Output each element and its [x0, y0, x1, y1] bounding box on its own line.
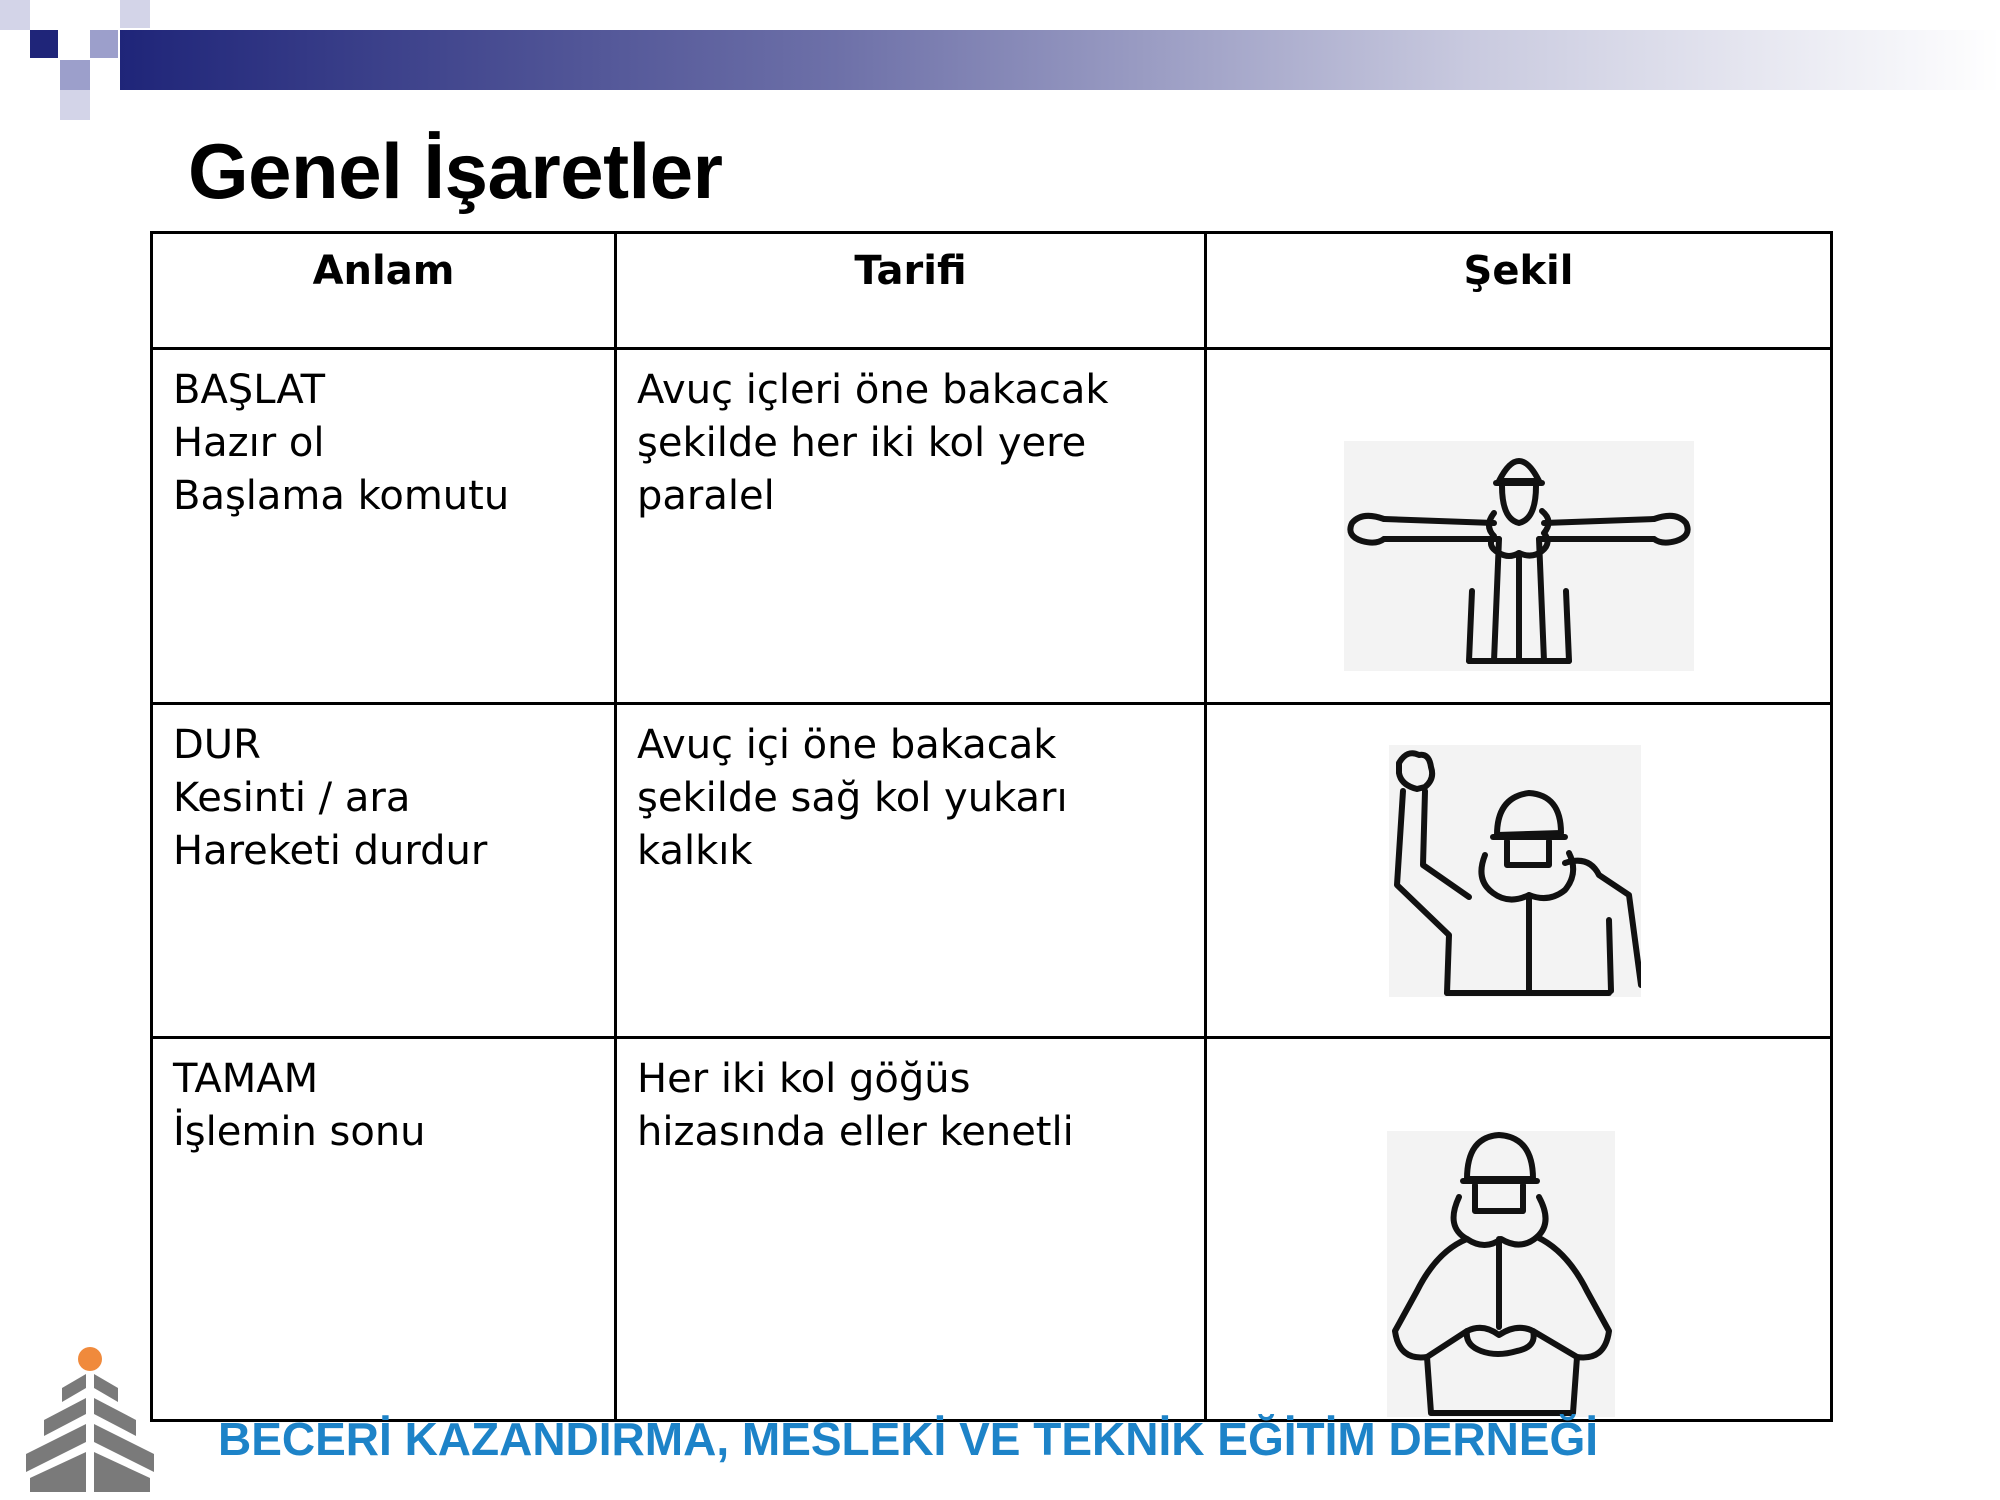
header-square-light	[60, 60, 90, 90]
column-header-sekil: Şekil	[1206, 233, 1832, 349]
arms-outstretched-figure-icon	[1344, 441, 1694, 671]
anlam-cell	[152, 1038, 616, 1421]
sekil-cell	[1206, 1038, 1832, 1421]
anlam-line: Hazır ol	[173, 420, 325, 466]
tarif-line: şekilde sağ kol yukarı	[637, 775, 1068, 821]
tarif-cell	[616, 349, 1206, 704]
header-square-dark	[30, 30, 58, 58]
table-row	[152, 349, 1832, 704]
anlam-cell	[152, 704, 616, 1038]
table-header-row	[152, 233, 1832, 349]
signals-table	[150, 231, 1833, 1422]
anlam-line: BAŞLAT	[173, 367, 326, 413]
sekil-cell	[1206, 704, 1832, 1038]
tarif-cell	[616, 704, 1206, 1038]
sekil-cell	[1206, 349, 1832, 704]
column-header-anlam: Anlam	[152, 233, 616, 349]
tarif-cell	[616, 1038, 1206, 1421]
column-header-tarifi: Tarifi	[616, 233, 1206, 349]
anlam-line: Başlama komutu	[173, 473, 510, 519]
header-gradient-bar	[120, 30, 2000, 90]
page-title: Genel İşaretler	[188, 127, 723, 215]
tarif-line: Avuç içleri öne bakacak	[637, 367, 1109, 413]
tarif-line: paralel	[637, 473, 775, 519]
tarif-line: Avuç içi öne bakacak	[637, 722, 1057, 768]
anlam-line: İşlemin sonu	[173, 1109, 426, 1155]
header-square-light	[60, 90, 90, 120]
right-arm-raised-figure-icon	[1389, 745, 1641, 997]
anlam-cell	[152, 349, 616, 704]
anlam-line: Kesinti / ara	[173, 775, 411, 821]
tarif-line: hizasında eller kenetli	[637, 1109, 1074, 1155]
header-square-light	[90, 30, 118, 58]
table-row	[152, 1038, 1832, 1421]
table-row	[152, 704, 1832, 1038]
header-square-light	[0, 0, 30, 30]
hands-clasped-figure-icon	[1387, 1131, 1615, 1417]
organization-logo-icon	[14, 1340, 164, 1495]
anlam-line: TAMAM	[173, 1056, 319, 1102]
tarif-line: şekilde her iki kol yere	[637, 420, 1087, 466]
tarif-line: kalkık	[637, 828, 753, 874]
header-square-light	[120, 0, 150, 28]
tarif-line: Her iki kol göğüs	[637, 1056, 971, 1102]
footer-organization-name: BECERİ KAZANDIRMA, MESLEKİ VE TEKNİK EĞİTİM DERNEĞİ	[218, 1413, 1599, 1465]
anlam-line: Hareketi durdur	[173, 828, 488, 874]
anlam-line: DUR	[173, 722, 261, 768]
